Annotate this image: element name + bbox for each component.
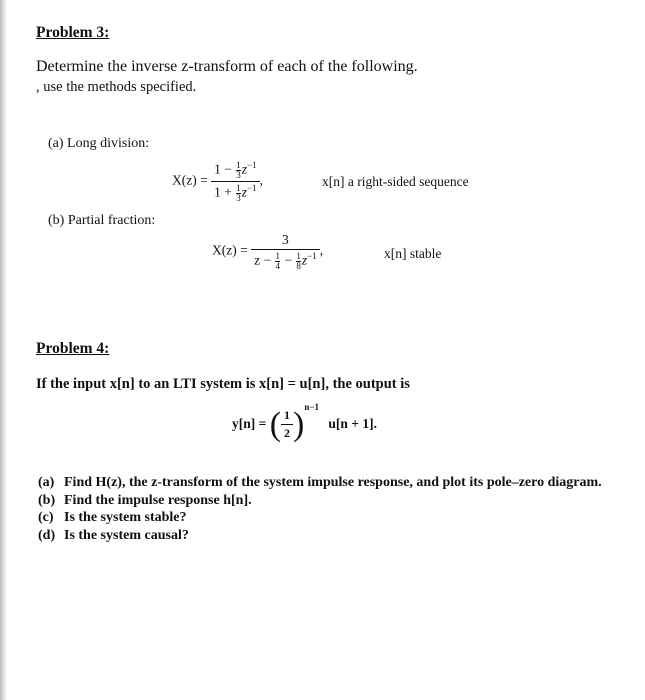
part-a-condition: x[n] a right-sided sequence xyxy=(322,174,469,189)
part-a-label: (a) Long division: xyxy=(48,136,150,151)
question-item: (b) Find the impulse response h[n]. xyxy=(38,492,252,508)
problem4-equation: y[n] = ( $\frac{1}{2}$ )$^{n-1}$ u[n + 1]. xyxy=(232,402,377,443)
problem4-questions xyxy=(38,474,614,544)
part-a-denominator: 1 + $\frac{1}{3}$ $z^{-1}$ xyxy=(211,181,259,203)
problem3-title: Problem 3: xyxy=(36,24,110,41)
problem3-intro-line1: Determine the inverse z-transform of each of the following. xyxy=(36,58,418,75)
part-a-numerator: 1 − $\frac{1}{3}$ $z^{-1}$ xyxy=(214,159,257,180)
part-b-numerator: 3 xyxy=(282,232,289,247)
part-b-denominator: z − $\frac{1}{4}$ − $\frac{1}{8}$ $z^{-1}$ xyxy=(251,249,320,271)
problem4-eq-fraction: $\frac{1}{2}$ xyxy=(281,408,293,441)
part-b-condition: x[n] stable xyxy=(384,246,442,261)
question-item: (d) Is the system causal? xyxy=(38,527,189,543)
question-item: (a) Find H(z), the z-transform of the system impulse response, and plot its pole–zero diagram. xyxy=(38,475,602,490)
part-b-fraction xyxy=(251,232,320,271)
question-item: (c) Is the system stable? xyxy=(38,510,187,525)
problem4-eq-lhs: y[n] = xyxy=(232,416,267,431)
part-b-equation: X(z) = 3 z − $\frac{1}{4}$ − $\frac{1}{8}$ $z^{-1}$ , xyxy=(212,232,324,271)
part-a-equation: X(z) = 1 − $\frac{1}{3}$ $z^{-1}$ 1 + $\frac{1}{3}$ $z^{-1}$ , xyxy=(172,159,263,203)
problem4-eq-exponent: n−1 xyxy=(304,402,319,412)
problem4-eq-rhs: u[n + 1]. xyxy=(328,416,377,431)
page-edge-shadow xyxy=(0,0,7,700)
part-a-fraction xyxy=(211,160,259,203)
problem3-intro-line2: , use the methods specified. xyxy=(36,79,197,95)
part-a-lhs: X(z) = xyxy=(172,172,208,188)
problem4-intro: If the input x[n] to an LTI system is x[n] = u[n], the output is xyxy=(36,376,410,392)
part-b-lhs: X(z) = xyxy=(212,242,248,258)
part-b-label: (b) Partial fraction: xyxy=(48,213,156,228)
problem4-title: Problem 4: xyxy=(36,340,110,357)
